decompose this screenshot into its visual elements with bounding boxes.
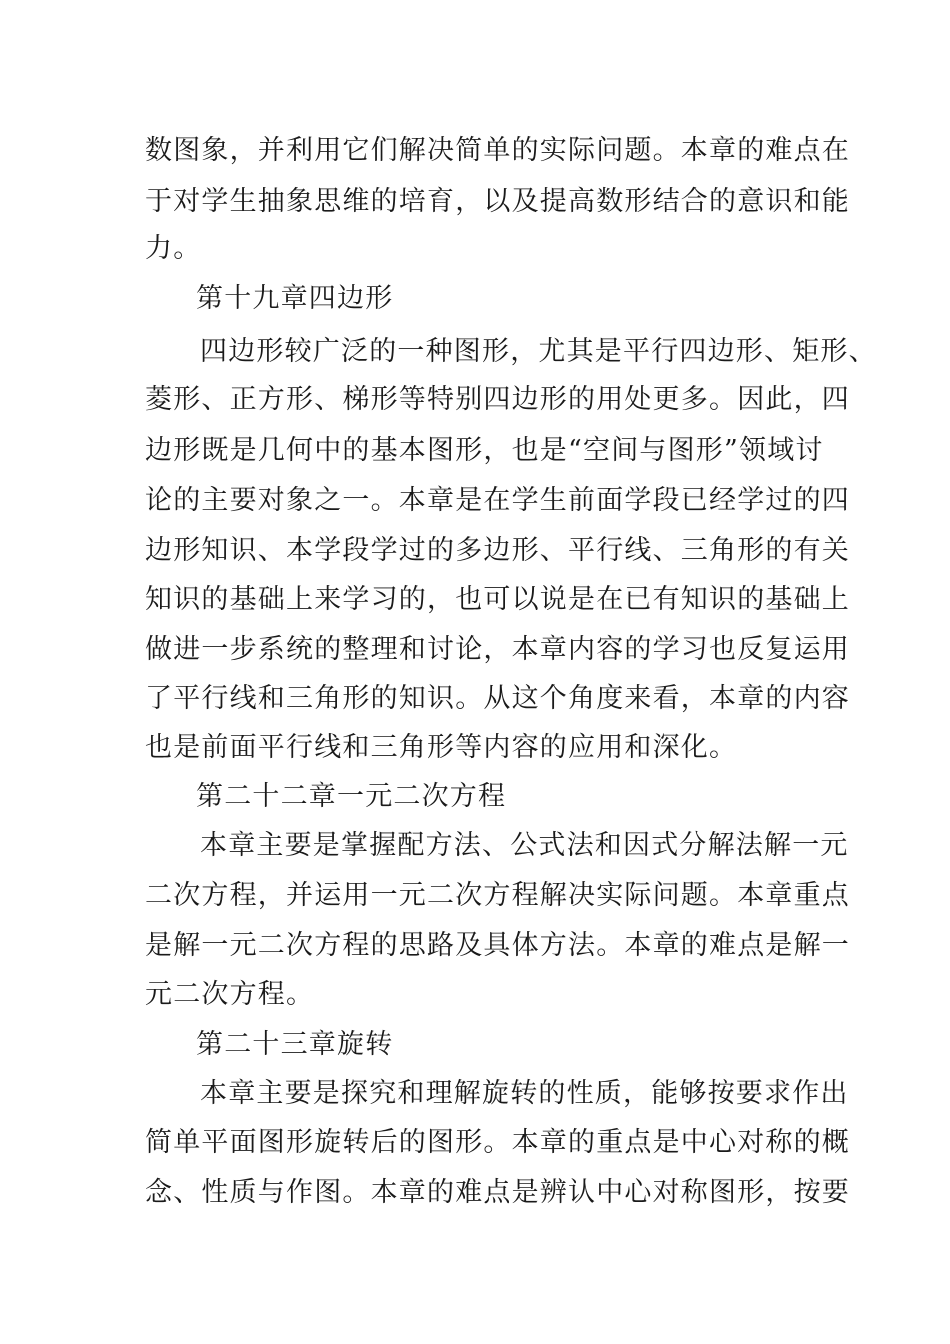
text-line: 菱形、正方形、梯形等特别四边形的用处更多。因此，四 [145, 384, 850, 415]
text-line: 是解一元二次方程的思路及具体方法。本章的难点是解一 [145, 930, 850, 961]
chapter-heading: 第二十三章旋转 [196, 1029, 394, 1060]
text-line: 简单平面图形旋转后的图形。本章的重点是中心对称的概 [145, 1127, 850, 1158]
text-line: 数图象，并利用它们解决简单的实际问题。本章的难点在 [145, 135, 850, 166]
text-line: 做进一步系统的整理和讨论，本章内容的学习也反复运用 [145, 634, 850, 665]
text-line: 元二次方程。 [145, 979, 315, 1010]
text-line: 念、性质与作图。本章的难点是辨认中心对称图形，按要 [145, 1177, 850, 1208]
text-line: 也是前面平行线和三角形等内容的应用和深化。 [145, 732, 738, 763]
text-line: 了平行线和三角形的知识。从这个角度来看，本章的内容 [145, 683, 850, 714]
text-line: 论的主要对象之一。本章是在学生前面学段已经学过的四 [145, 485, 850, 516]
text-line: 力。 [145, 233, 202, 264]
paragraph-first-line: 本章主要是探究和理解旋转的性质，能够按要求作出 [200, 1078, 849, 1109]
chapter-heading: 第二十二章一元二次方程 [196, 781, 507, 812]
text-line: 于对学生抽象思维的培育，以及提高数形结合的意识和能 [145, 186, 850, 217]
text-line: 二次方程，并运用一元二次方程解决实际问题。本章重点 [145, 880, 850, 911]
text-line: 知识的基础上来学习的，也可以说是在已有知识的基础上 [145, 584, 850, 615]
text-line: 边形既是几何中的基本图形，也是“空间与图形”领域讨 [145, 435, 824, 466]
chapter-heading: 第十九章四边形 [196, 283, 394, 314]
paragraph-first-line: 本章主要是掌握配方法、公式法和因式分解法解一元 [200, 830, 849, 861]
text-line: 边形知识、本学段学过的多边形、平行线、三角形的有关 [145, 535, 850, 566]
paragraph-first-line: 四边形较广泛的一种图形，尤其是平行四边形、矩形、 [200, 336, 877, 367]
